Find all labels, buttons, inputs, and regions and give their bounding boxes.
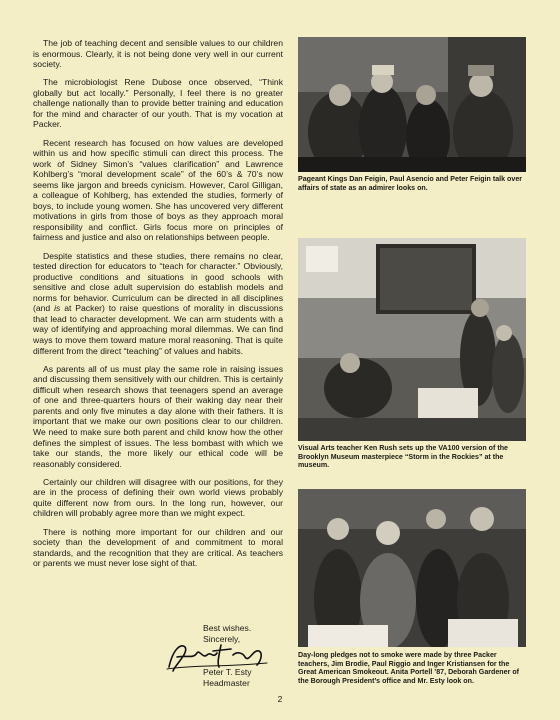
paragraph-3: Recent research has focused on how values are developed within us and how specific stimuli can direct this process. The work of Sidney Simon’s “values clarification” and Lawrence Kohlberg’s “moral development scale” of the 60’s & 70’s now seems like jargon and breeds cynicism. However, Carol Gilligan, a colleague of Kohlberg, has extended the studies, formerly of boys, to include young women. She has uncovered very different motivations in girls from those of boys as they approach moral responsibility and conflict. Girls focus more on principles of fairness and justice and also on relationships between people. bbox=[33, 137, 283, 243]
paragraph-1: The job of teaching decent and sensible values to our children is enormous. Clearly, it is not being done very well in our current society. bbox=[33, 38, 283, 70]
paragraph-4-start: Despite statistics and these studies, there remains no clear, tested direction for educators to “teach for character.” Obviously, productive conditions and situations in good schools with sensitive and close adult supervision do establish models and norms for behavior. Curriculum can be directed in all disciplines (and bbox=[33, 250, 283, 314]
caption-smokeout-pledge: Day-long pledges not to smoke were made by three Packer teachers, Jim Brodie, Paul Riggio and Inger Kristiansen for the Great American Smokeout. Anita Portell ’87, Deborah Gardener of the Borough President’s office and Mr. Esty look on. bbox=[298, 651, 520, 686]
signatory-name: Peter T. Esty bbox=[203, 667, 252, 677]
page-number: 2 bbox=[277, 694, 283, 704]
closing-wishes: Best wishes. bbox=[203, 623, 252, 633]
signatory-title: Headmaster bbox=[203, 677, 250, 688]
paragraph-7: There is nothing more important for our children and our society than the development of and commitment to moral standards, and the recognition that they are critical. As teachers or parents we must never lose sight of that. bbox=[33, 526, 283, 569]
paragraph-5: As parents all of us must play the same role in raising issues and discussing them sensitively with our children. This is certainly difficult when research shows that teenagers spend an average of one and three-quarters hours of their waking day near their parents and only five minutes a day alone with their fathers. It is important that we make our own positions clear to our children. We need to make sure both parent and child know how the other defines the simplest of issues. The less bombast with which we take our stands, the more likely our ethical code will be reasonably considered. bbox=[33, 363, 283, 469]
paragraph-4-italic: is bbox=[54, 303, 61, 314]
photo-smokeout-pledge bbox=[298, 489, 526, 647]
paragraph-6: Certainly our children will disagree with our positions, for they are in the process of defining their own world views probably quite different now from ours. In the long run, however, our children will probably agree more than we might expect. bbox=[33, 476, 283, 519]
photo-pageant-kings bbox=[298, 37, 526, 172]
paragraph-2: The microbiologist Rene Dubose once observed, “Think globally but act locally.” Personally, I feel there is no greater challenge nationally than to provide better training and education for the mind and character of our youth. That is my vocation at Packer. bbox=[33, 77, 283, 130]
caption-pageant-kings: Pageant Kings Dan Feigin, Paul Asencio and Peter Feigin talk over affairs of state as an admirer looks on. bbox=[298, 175, 523, 192]
paragraph-4-end: at Packer) to raise questions of morality in discussions that lead to character development. We can arm students with a way of identifying and approaching moral dilemmas. We can find ways to move them toward mature moral reasoning. That is quite different from the direct “teaching” of values and habits. bbox=[33, 303, 283, 356]
caption-museum-painting: Visual Arts teacher Ken Rush sets up the VA100 version of the Brooklyn Museum masterpiece “Storm in the Rockies” at the museum. bbox=[298, 444, 508, 470]
photo-museum-painting bbox=[298, 238, 526, 441]
letter-body bbox=[33, 38, 283, 576]
paragraph-4 bbox=[33, 251, 283, 356]
signatory bbox=[203, 667, 293, 688]
closing-sincerely: Sincerely, bbox=[203, 633, 241, 644]
